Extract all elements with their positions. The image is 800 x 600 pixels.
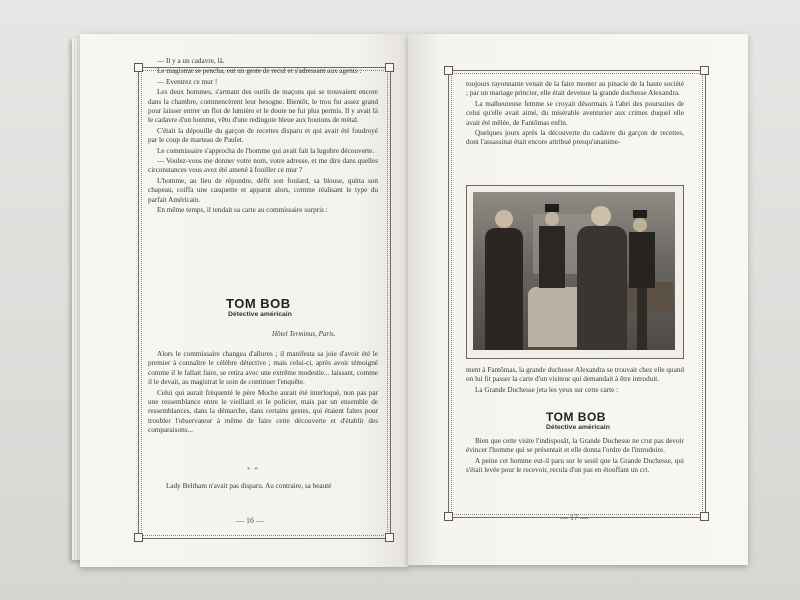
frame-corner-ornament xyxy=(700,512,709,521)
photo-figure-cap xyxy=(633,210,647,218)
paragraph: Le commissaire s'approcha de l'homme qui avait fait la lugubre découverte. xyxy=(157,146,375,155)
frame-corner-ornament xyxy=(385,533,394,542)
photo-scene xyxy=(473,192,675,350)
photo-figure-cap xyxy=(545,204,559,212)
paragraph: Alors le commissaire changea d'allures ; il manifesta sa joie d'avoir été le premier à connaître le célèbre détective ; mais celui-ci, après avoir témoigné comme il le fallait faire, se retira avec une extrême modestie... laissant, comme il le devait, au magistrat le soin de continuer l'enquête. xyxy=(148,350,378,387)
photo-figure-head xyxy=(495,210,513,228)
right-page-body-bottom xyxy=(466,437,684,477)
paragraph: A peine cet homme eut-il paru sur le seuil que la Grande Duchesse, qui s'était levée pour le recevoir, recula d'un pas en étouffant un cri. xyxy=(466,456,684,475)
photo-figure-head xyxy=(633,218,647,232)
business-card-name: TOM BOB xyxy=(226,296,291,311)
frame-corner-ornament xyxy=(134,63,143,72)
paragraph: ment à Fantômas, la grande duchesse Alexandra se trouvait chez elle quand on lui fit passer la carte d'un visiteur qui demandait à être introduit. xyxy=(466,366,684,384)
paragraph: — Il y a un cadavre, là. xyxy=(157,57,225,65)
right-page-body-top xyxy=(466,80,684,149)
paragraph: En même temps, il tendait sa carte au commissaire surpris : xyxy=(157,206,328,215)
frame-corner-ornament xyxy=(444,66,453,75)
paragraph: C'était la dépouille du garçon de recettes disparu et qui avait été foudroyé par le coup de marteau de Paulet. xyxy=(148,126,378,145)
photo-figure-officer xyxy=(629,232,655,288)
paragraph: toujours rayonnante venait de la faire monter au pinacle de la haute société ; par un mariage princier, elle était devenue la grande duchesse Alexandra. xyxy=(466,80,684,98)
section-separator: * * xyxy=(247,466,259,474)
paragraph: Le magistrat se pencha, eut un geste de recul et s'adressant aux agents : xyxy=(157,67,362,76)
photo-figure-policeman xyxy=(539,226,565,288)
photo-figure-legs xyxy=(637,288,647,350)
paragraph: L'homme, au lieu de répondre, défit son foulard, sa blouse, quitta son chapeau, coiffa une casquette et apparut alors, comme réalisant le type du parfait Américain. xyxy=(148,176,378,204)
paragraph: La Grande Duchesse jeta les yeux sur cette carte : xyxy=(475,385,619,394)
paragraph: — Voulez-vous me donner votre nom, votre adresse, et me dire dans quelles circonstances vous avez été amené à fouiller ce mur ? xyxy=(148,157,378,175)
photo-figure-head xyxy=(545,212,559,226)
page-number-left: — 16 — xyxy=(236,516,264,525)
paragraph: Quelques jours après la découverte du cadavre du garçon de recettes, dont l'assassinat était encore attribué presqu'unanime- xyxy=(466,129,684,147)
frame-corner-ornament xyxy=(444,512,453,521)
photo-figure-left xyxy=(485,228,523,350)
paragraph: La malheureuse femme se croyait désormais à l'abri des poursuites de celui qu'elle avait aimé, du misérable aventurier aux crimes duquel elle avait été mêlée, de Fantômas enfin. xyxy=(466,99,684,127)
frame-corner-ornament xyxy=(134,533,143,542)
frame-corner-ornament xyxy=(700,66,709,75)
business-card-subtitle: Détective américain xyxy=(228,311,292,318)
paragraph: — Eventrez ce mur ! xyxy=(157,77,218,86)
paragraph: Les deux hommes, s'armant des outils de maçons qui se trouvaient encore dans la chambre, commencèrent leur besogne. Bientôt, le trou fut assez grand pour laisser entrer un flot de lumière et le doute ne fut plus permis. Il y avait là le cadavre d'un homme, vêtu d'une redingote bleue aux boutons de métal. xyxy=(148,88,378,125)
business-card-address: Hôtel Terminus, Paris. xyxy=(272,330,336,338)
photo-figure-center xyxy=(577,226,627,350)
business-card-subtitle: Détective américain xyxy=(546,424,610,431)
paragraph: Celui qui aurait fréquenté le père Moche aurait été interloqué, non pas par une ressemblance entre le vieillard et le policier, mais par un ensemble de ressemblances, dans la démarche, dans certains gestes, qui étaient faites pour troubler l'observateur à même de faire cette découverte et d'établir des comparaisons... xyxy=(148,388,378,435)
business-card-name: TOM BOB xyxy=(546,410,606,424)
left-page-body-bottom xyxy=(148,350,378,437)
left-page-last-line: Lady Beltham n'avait pas disparu. Au contraire, sa beauté xyxy=(166,482,332,490)
paragraph: Bien que cette visite l'indisposât, la Grande Duchesse ne crut pas devoir évincer l'homme qui se présentait et elle donna l'ordre de l'introduire. xyxy=(466,437,684,455)
illustration-photograph xyxy=(466,185,684,359)
photo-figure-head xyxy=(591,206,611,226)
page-number-right: — 17 — xyxy=(560,513,588,522)
frame-corner-ornament xyxy=(385,63,394,72)
left-page-body-top xyxy=(148,57,378,217)
right-page-body-middle xyxy=(466,366,684,396)
